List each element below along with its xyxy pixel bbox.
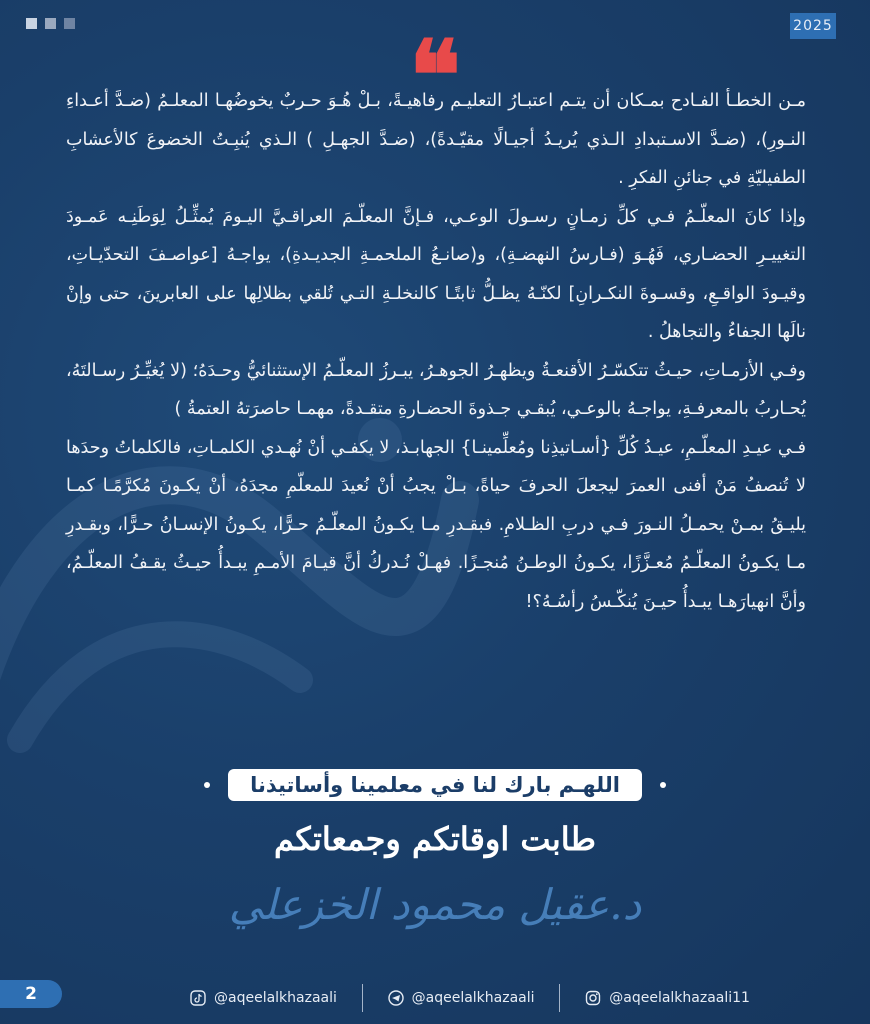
social-link-tiktok[interactable]: [190, 990, 337, 1006]
prayer-banner: [0, 765, 870, 805]
paragraph-1: مـن الخطـأ الفـادح بمـكان أن يتـم اعتبـارُ التعليـم رفاهيـةً، بـلْ هُـوَ حـربٌ يخوضُهـا المعلـمُ (ضـدَّ أعـداءِ النـورِ)، (ضـدَّ الاسـتبدادِ الـذي يُريـدُ أجيـالًا مقيّـدةً)، (ضـدَّ الجهـلِ ) الـذي يُنبِـتُ الخضوعَ كالأعشابِ الطفيليّةِ في جنائنِ الفكرِ .: [66, 91, 806, 188]
author-signature: د.عقيل محمود الخزعلي: [228, 880, 642, 929]
prayer-text: اللهـم بارك لنا في معلمينا وأساتيذنا: [228, 769, 642, 801]
social-link-telegram[interactable]: [388, 990, 535, 1006]
divider: [362, 984, 363, 1012]
dot-icon: [204, 782, 210, 788]
dot-icon: [660, 782, 666, 788]
social-handle: @aqeelalkhazaali: [411, 990, 535, 1006]
blessing-text: طابت اوقاتكم وجمعاتكم: [274, 820, 596, 858]
social-link-instagram[interactable]: [585, 990, 750, 1006]
paragraph-2: وإذا كانَ المعلّـمُ فـي كلِّ زمـانٍ رسـولَ الوعـي، فـإنَّ المعلّـمَ العراقـيَّ اليـومَ يُمثِّـلُ لِوَطَنِـه عَمـودَ التغييـرِ الحضـاري، فَهُـوَ (فـارسُ النهضـةِ)، و(صانـعُ الملحمـةِ الجديـدةِ)، يواجـهُ [عواصـفَ التحدّيـاتِ، وقيـودَ الواقـعِ، وقسـوةَ النكـرانِ] لكنّـهُ يظـلُّ ثابتًـا كالنخلـةِ التـي تُلقي بظلالِها على العابرينَ، حتى وإنْ نالَها الجفاءُ والتجاهلُ .: [66, 206, 806, 342]
social-handle: @aqeelalkhazaali: [214, 990, 337, 1006]
paragraph-3: وفـي الأزمـاتِ، حيـثُ تتكسّـرُ الأقنعـةُ ويظهـرُ الجوهـرُ، يبـرزُ المعلّـمُ الإستثنائيُّ وحـدَهُ؛ (لا يُغيِّـرُ رسـالتَهُ، يُحـاربُ بالمعرفـةِ، يواجـهُ بالوعـي، يُبقـي جـذوةَ الحضـارةِ متقـدةً، مهمـا حاصرَتهُ العتمةُ ): [66, 360, 806, 419]
social-handle: @aqeelalkhazaali11: [609, 990, 750, 1006]
divider: [559, 984, 560, 1012]
instagram-icon: [585, 990, 601, 1006]
paragraph-4: فـي عيـدِ المعلّـمِ، عيـدُ كُلِّ {أسـاتيذِنا ومُعلِّمينـا} الجهابـذ، لا يكفـي أنْ نُهـدي الكلمـاتِ، فالكلماتُ وحدَها لا تُنصفُ مَنْ أفنى العمرَ ليجعلَ الحرفَ حياةً، بـلْ يجبُ أنْ نُعيدَ للمعلّمِ مجدَهُ، أنْ يكـونَ مُكرَّمًـا كمـا يليـقُ بمـنْ يحمـلُ النـورَ فـي دربِ الظـلامِ. فبقـدرِ مـا يكـونُ المعلّـمُ حـرًّا، يكـونُ الإنسـانُ حـرًّا، وبقـدرِ مـا يكـونُ المعلّـمُ مُعـزَّزًا، يكـونُ الوطـنُ مُنجـزًا. فهـلْ نُـدركُ أنَّ قيـامَ الأمـمِ يبـدأُ حيـثُ يقـفُ المعلّـمُ، وأنَّ انهيارَهـا يبـدأُ حيـنَ يُنكّـسُ رأسُـهُ؟!: [66, 437, 806, 612]
social-links: [190, 984, 750, 1012]
page-number: 2: [0, 980, 62, 1008]
article-body: [66, 82, 806, 621]
tiktok-icon: [190, 990, 206, 1006]
telegram-icon: [388, 990, 404, 1006]
quote-mark-icon: ❝: [409, 19, 461, 132]
year-badge: 2025: [790, 13, 836, 39]
